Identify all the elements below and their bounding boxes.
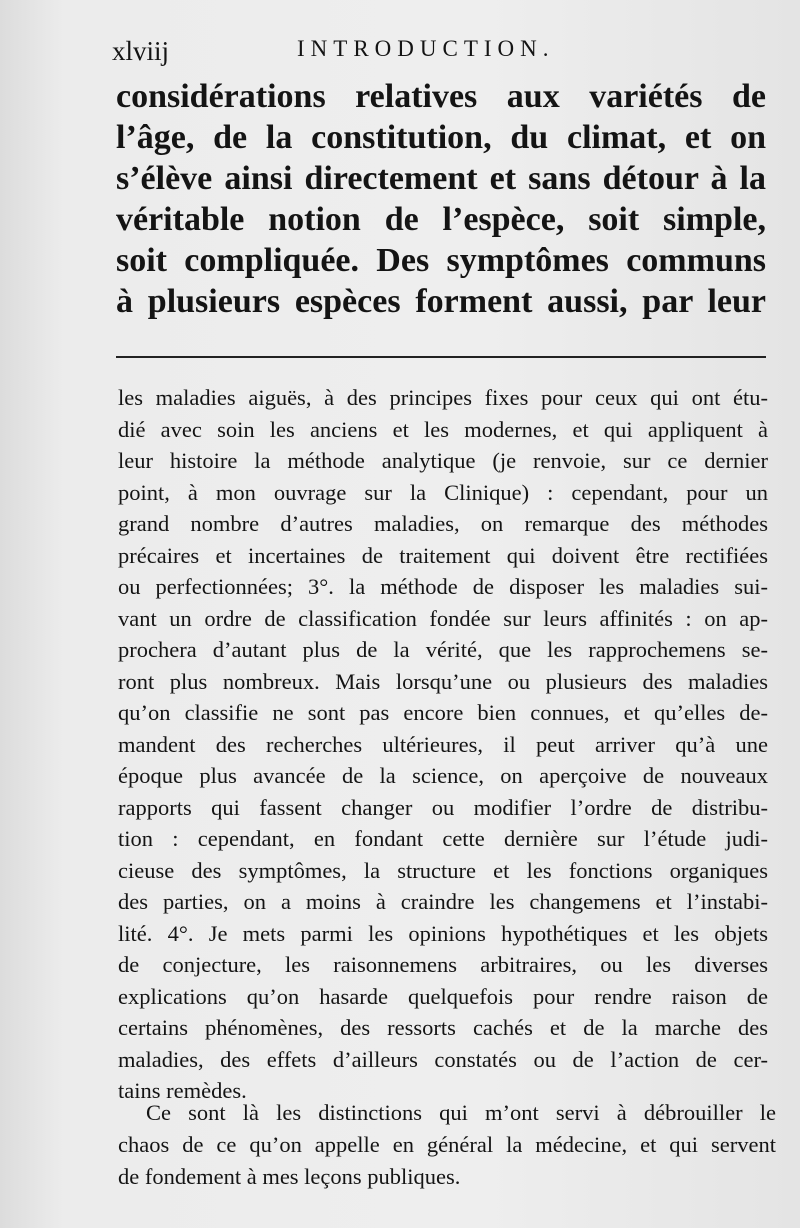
footnote-line: les maladies aiguës, à des principes fixes pour ceux qui ont étu- [118,385,768,410]
footnote-line: précaires et incertaines de traitement qui doivent être rectifiées [118,542,768,568]
footnote-line: lité. 4°. Je mets parmi les opinions hypothétiques et les objets [118,920,768,946]
footnote-line: de conjecture, les raisonnemens arbitraires, ou les diverses [118,952,768,977]
footnote-line: dié avec soin les anciens et les modernes, et qui appliquent à [118,416,768,442]
footnote-text [118,382,768,1107]
footnote-line: vant un ordre de classification fondée sur leurs affinités : on ap- [118,605,768,631]
footnote-paragraph-line: chaos de ce qu’on appelle en général la médecine, et qui servent [118,1132,776,1157]
footnote-line: ront plus nombreux. Mais lorsqu’une ou plusieurs des maladies [118,668,768,694]
footnote-paragraph-line: de fondement à mes leçons publiques. [118,1164,461,1189]
footnote-line: tion : cependant, en fondant cette dernière sur l’étude judi- [118,826,768,851]
footnote-line: point, à mon ouvrage sur la Clinique) : cependant, pour un [118,479,768,505]
footnote-line: tains remèdes. [118,1078,247,1103]
page-number: xlviij [112,36,170,66]
main-text-line: à plusieurs espèces forment aussi, par leur [116,283,766,320]
page-header [112,30,772,70]
footnote-line: prochera d’autant plus de la vérité, que les rapprochemens se- [118,637,768,662]
footnote-line: maladies, des effets d’ailleurs constatés ou de l’action de cer- [118,1046,768,1072]
footnote-divider [116,356,766,358]
footnote-line: cieuse des symptômes, la structure et les fonctions organiques [118,857,768,883]
footnote-line: époque plus avancée de la science, on aperçoive de nouveaux [118,763,768,788]
footnote-line: rapports qui fassent changer ou modifier l’ordre de distribu- [118,794,768,820]
footnote-line: explications qu’on hasarde quelquefois pour rendre raison de [118,983,768,1009]
main-text-line: considérations relatives aux variétés de [116,78,766,115]
footnote-paragraph [118,1097,776,1193]
main-text-line: véritable notion de l’espèce, soit simple, [116,201,766,238]
footnote-line: ou perfectionnées; 3°. la méthode de disposer les maladies sui- [118,574,768,599]
footnote-line: des parties, on a moins à craindre les changemens et l’instabi- [118,889,768,914]
running-title: INTRODUCTION. [297,36,555,61]
footnote-paragraph-line: Ce sont là les distinctions qui m’ont servi à débrouiller le [146,1100,776,1125]
footnote-line: mandent des recherches ultérieures, il peut arriver qu’à une [118,731,768,757]
footnote-line: grand nombre d’autres maladies, on remarque des méthodes [118,511,768,536]
main-text [116,76,766,322]
main-text-line: l’âge, de la constitution, du climat, et on [116,119,766,156]
main-text-line: soit compliquée. Des symptômes communs [116,242,766,279]
footnote-line: qu’on classifie ne sont pas encore bien connues, et qu’elles de- [118,700,768,725]
main-text-line: s’élève ainsi directement et sans détour à la [116,160,766,197]
footnote-line: leur histoire la méthode analytique (je renvoie, sur ce dernier [118,448,768,473]
footnote-line: certains phénomènes, des ressorts cachés et de la marche des [118,1015,768,1040]
